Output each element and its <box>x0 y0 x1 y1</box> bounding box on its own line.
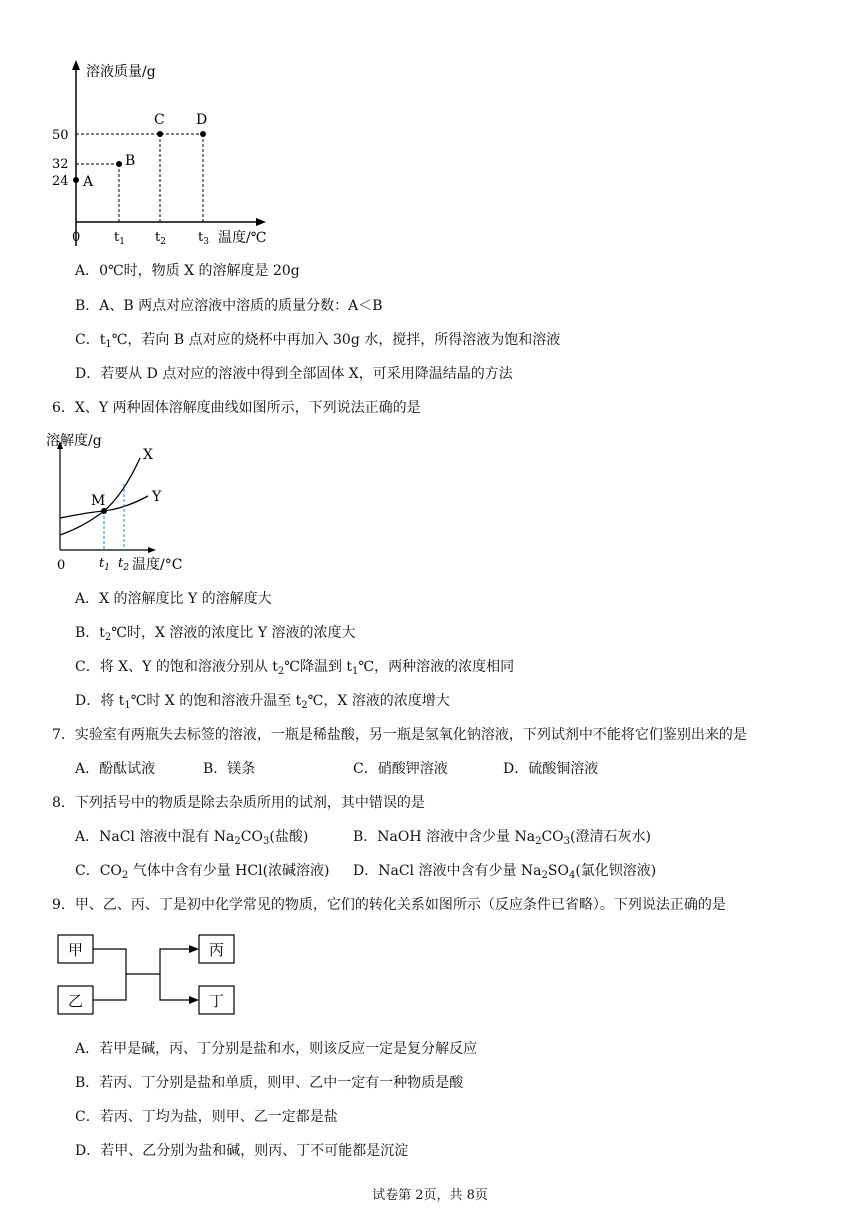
q6-option-a: A．X 的溶解度比 Y 的溶解度大 <box>75 591 272 607</box>
q5-option-b: B．A、B 两点对应溶液中溶质的质量分数：A＜B <box>75 298 383 314</box>
q6-stem: 6．X、Y 两种固体溶解度曲线如图所示，下列说法正确的是 <box>52 400 421 416</box>
label-yi: 乙 <box>67 992 84 1010</box>
point-b <box>116 161 122 167</box>
point-a-label: A <box>83 174 94 190</box>
q7-option-c: C．硝酸钾溶液 <box>353 761 448 777</box>
tick-t1: $t_1$ <box>114 230 125 247</box>
q9-option-a: A．若甲是碱，丙、丁分别是盐和水，则该反应一定是复分解反应 <box>75 1041 478 1057</box>
q9-option-d: D．若甲、乙分别为盐和碱，则丙、丁不可能都是沉淀 <box>75 1143 409 1159</box>
curve-x-label: X <box>143 447 153 463</box>
label-jia: 甲 <box>67 941 84 959</box>
tick-32: 32 <box>52 157 69 172</box>
q8-option-d: D．NaCl 溶液中含有少量 $Na_2SO_4$(氯化钡溶液) <box>353 863 657 881</box>
tick-t3: $t_3$ <box>198 230 209 247</box>
q6-option-b: B．$t_2℃$时，X 溶液的浓度比 Y 溶液的浓度大 <box>75 625 356 643</box>
tick-24: 24 <box>52 174 69 189</box>
origin-label: 0 <box>72 230 81 245</box>
chart-solubility <box>0 425 860 585</box>
q5-option-a: A．0℃时，物质 X 的溶解度是 20g <box>75 263 300 279</box>
q5-option-c: C．$t_1℃$，若向 B 点对应的烧杯中再加入 30g 水，搅拌，所得溶液为饱和溶液 <box>75 332 561 350</box>
q9-option-b: B．若丙、丁分别是盐和单质，则甲、乙中一定有一种物质是酸 <box>75 1075 464 1091</box>
label-bing: 丙 <box>208 941 225 959</box>
point-c-label: C <box>154 112 165 128</box>
connector-out <box>160 949 190 1000</box>
q8-option-c: C．$CO_2$ 气体中含有少量 HCl(浓碱溶液) <box>75 863 330 881</box>
tick-t2: $t_2$ <box>155 230 166 247</box>
arrow-bing <box>189 945 199 953</box>
page-footer: 试卷第 2页，共 8页 <box>372 1188 488 1203</box>
q8-stem: 8．下列括号中的物质是除去杂质所用的试剂，其中错误的是 <box>52 795 425 811</box>
y-axis-label: 溶解度/g <box>46 433 102 449</box>
q7-stem: 7．实验室有两瓶失去标签的溶液，一瓶是稀盐酸，另一瓶是氢氧化钠溶液，下列试剂中不能将它们鉴别出来的是 <box>52 727 747 743</box>
q7-option-b: B．镁条 <box>203 761 256 777</box>
q6-option-d: D．将 $t_1℃$时 X 的饱和溶液升温至 $t_2℃$，X 溶液的浓度增大 <box>75 693 450 711</box>
q6-option-c: C．将 X、Y 的饱和溶液分别从 $t_2℃$降温到 $t_1℃$，两种溶液的浓度相同 <box>75 659 515 677</box>
q8-option-b: B．NaOH 溶液中含少量 $Na_2CO_3$(澄清石灰水) <box>353 829 651 847</box>
q8-option-a: A．NaCl 溶液中混有 $Na_2CO_3$(盐酸) <box>75 829 309 847</box>
point-m-label: M <box>91 493 106 509</box>
origin-label: 0 <box>57 558 66 573</box>
q9-stem: 9．甲、乙、丙、丁是初中化学常见的物质，它们的转化关系如图所示（反应条件已省略）。下列说法正确的是 <box>52 897 726 913</box>
point-d-label: D <box>196 112 208 128</box>
tick-t1: $t_1$ <box>99 556 110 573</box>
connector-jia <box>93 949 126 1000</box>
point-c <box>157 131 163 137</box>
y-axis-label: 溶液质量/g <box>86 64 156 80</box>
q7-option-d: D．硫酸铜溶液 <box>503 761 599 777</box>
label-ding: 丁 <box>208 992 225 1010</box>
curve-y-label: Y <box>152 489 162 505</box>
tick-t2: $t_2$ <box>118 556 129 573</box>
y-axis-arrow <box>72 60 80 70</box>
chart-solution-mass <box>0 0 860 260</box>
reaction-diagram <box>0 925 860 1025</box>
point-d <box>200 131 206 137</box>
point-a <box>73 177 79 183</box>
x-axis-arrow <box>148 547 156 553</box>
x-axis-label: 温度/°C <box>132 557 183 573</box>
point-b-label: B <box>125 153 136 169</box>
x-axis-arrow <box>256 218 266 226</box>
x-axis-label: 温度/℃ <box>218 230 267 246</box>
tick-50: 50 <box>52 128 69 143</box>
q7-option-a: A．酚酞试液 <box>75 761 156 777</box>
q5-option-d: D．若要从 D 点对应的溶液中得到全部固体 X，可采用降温结晶的方法 <box>75 366 513 382</box>
arrow-ding <box>189 996 199 1004</box>
q9-option-c: C．若丙、丁均为盐，则甲、乙一定都是盐 <box>75 1109 338 1125</box>
